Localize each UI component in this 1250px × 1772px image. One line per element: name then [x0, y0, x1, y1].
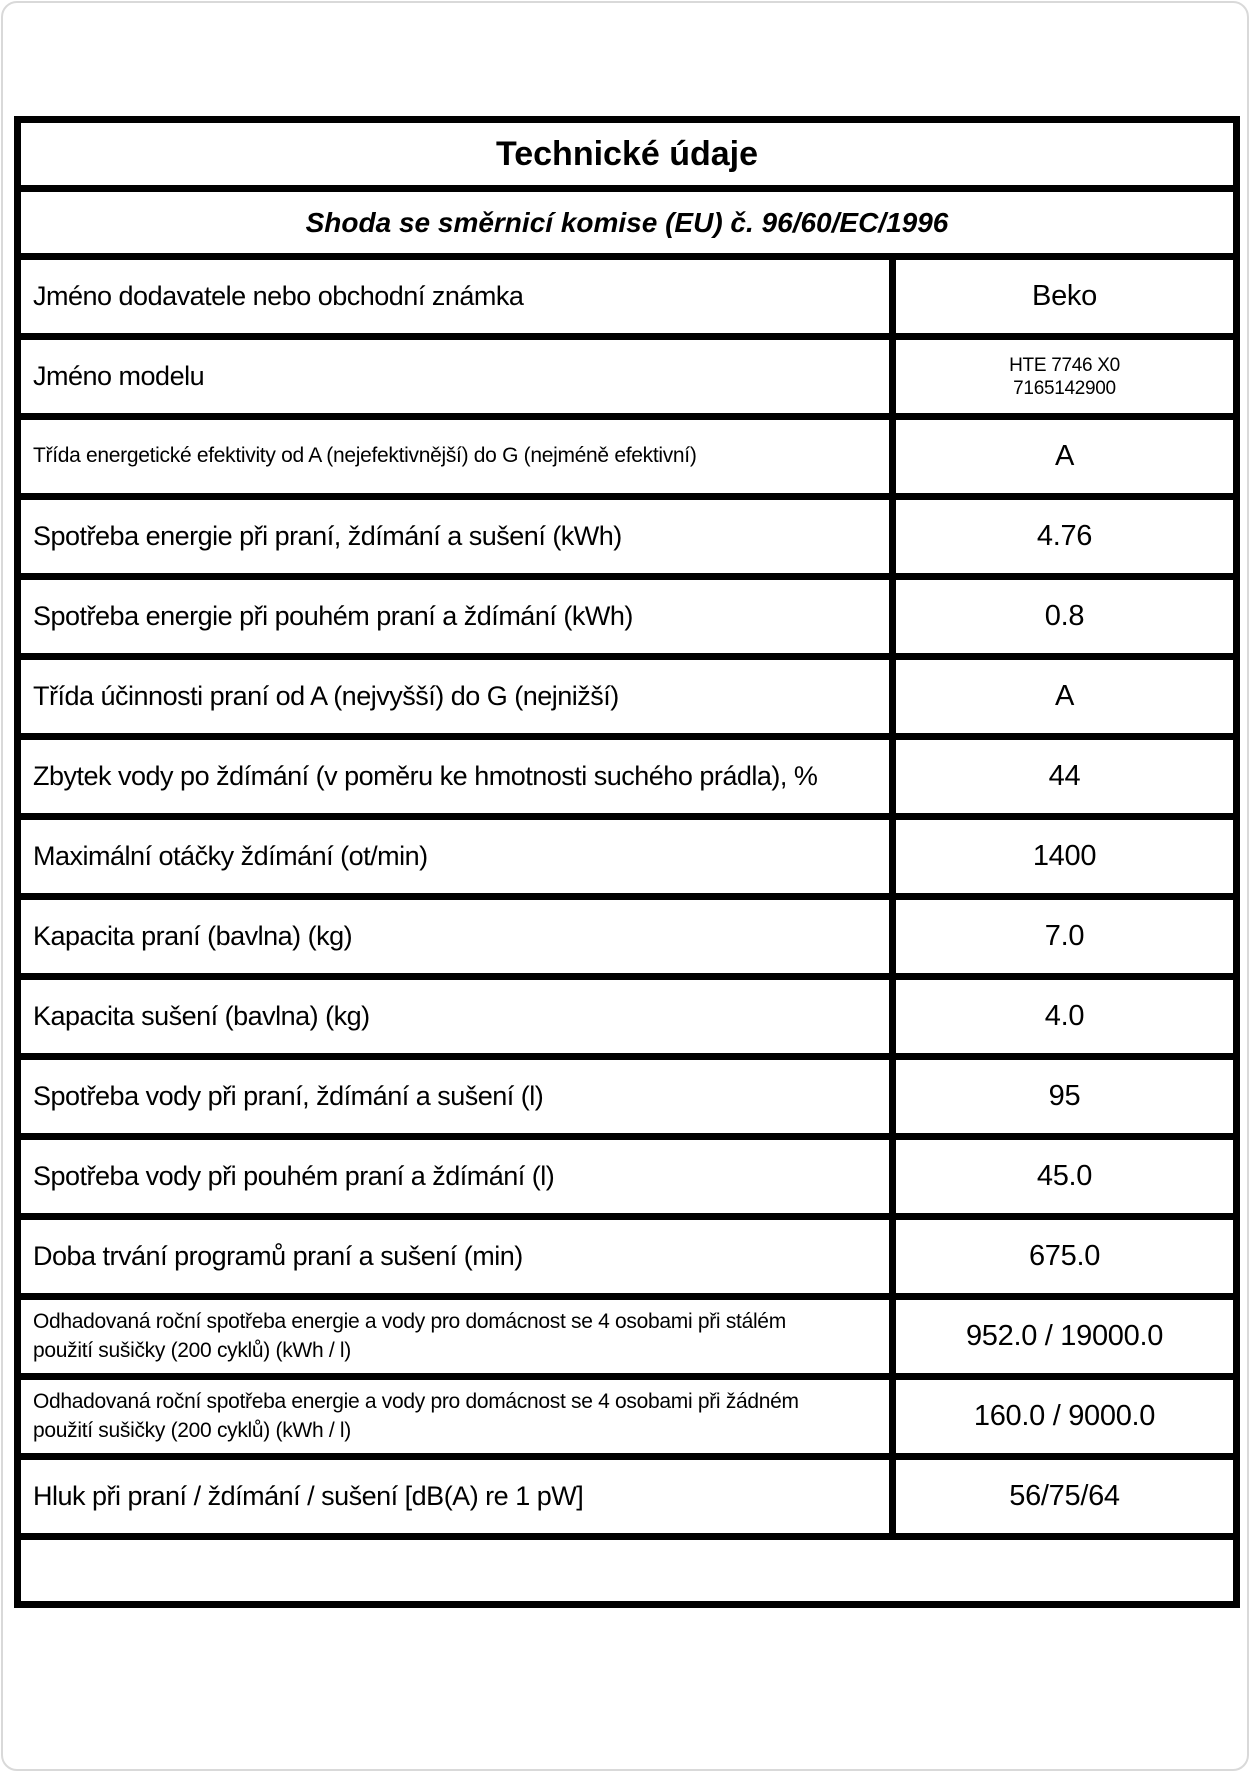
row-value: A — [1054, 440, 1075, 472]
row-label: Spotřeba vody při pouhém praní a ždímání (l) — [21, 1140, 896, 1213]
row-value: 95 — [1048, 1080, 1081, 1112]
technical-data-table — [14, 116, 1240, 1608]
row-label: Jméno modelu — [21, 340, 896, 413]
row-label: Spotřeba energie při pouhém praní a ždímání (kWh) — [21, 580, 896, 653]
row-label: Odhadovaná roční spotřeba energie a vody pro domácnost se 4 osobami při žádném použití sušičky (200 cyklů) (kWh / l) — [21, 1380, 896, 1453]
table-row-water-wash-spin-dry — [21, 1053, 1233, 1133]
row-label: Spotřeba energie při praní, ždímání a sušení (kWh) — [21, 500, 896, 573]
document-page — [1, 1, 1249, 1771]
table-row-program-duration — [21, 1213, 1233, 1293]
table-row-noise — [21, 1453, 1233, 1533]
row-label: Kapacita sušení (bavlna) (kg) — [21, 980, 896, 1053]
row-value: 160.0 / 9000.0 — [973, 1400, 1156, 1432]
row-value: 952.0 / 19000.0 — [965, 1320, 1164, 1352]
table-row-supplier — [21, 253, 1233, 333]
table-row-dry-capacity — [21, 973, 1233, 1053]
table-row-empty — [21, 1533, 1233, 1601]
row-value: A — [1054, 680, 1075, 712]
row-value: 4.76 — [1036, 520, 1093, 552]
page-title: Technické údaje — [495, 134, 759, 173]
row-label: Třída účinnosti praní od A (nejvyšší) do G (nejnižší) — [21, 660, 896, 733]
directive-subtitle: Shoda se směrnicí komise (EU) č. 96/60/EC/1996 — [305, 206, 949, 238]
table-row-annual-consumption-full-dryer — [21, 1293, 1233, 1373]
table-row-wash-capacity — [21, 893, 1233, 973]
table-row-residual-water — [21, 733, 1233, 813]
row-value: 7.0 — [1044, 920, 1085, 952]
row-value: 56/75/64 — [1009, 1480, 1120, 1512]
table-row-annual-consumption-no-dryer — [21, 1373, 1233, 1453]
empty-cell — [21, 1540, 1233, 1601]
row-value: 0.8 — [1044, 600, 1085, 632]
table-row-spin-speed — [21, 813, 1233, 893]
model-number: 7165142900 — [1013, 377, 1116, 399]
table-title-row — [21, 123, 1233, 185]
row-value: 44 — [1048, 760, 1081, 792]
table-row-water-wash-spin — [21, 1133, 1233, 1213]
row-value — [896, 340, 1233, 413]
table-subtitle-row — [21, 185, 1233, 253]
row-label: Jméno dodavatele nebo obchodní známka — [21, 260, 896, 333]
row-label: Odhadovaná roční spotřeba energie a vody pro domácnost se 4 osobami při stálém použití sušičky (200 cyklů) (kWh / l) — [21, 1300, 896, 1373]
row-value: 45.0 — [1036, 1160, 1093, 1192]
row-value: 1400 — [1032, 840, 1097, 872]
table-row-model — [21, 333, 1233, 413]
model-name: HTE 7746 X0 — [1009, 354, 1120, 376]
table-row-energy-wash-spin-dry — [21, 493, 1233, 573]
row-label: Doba trvání programů praní a sušení (min) — [21, 1220, 896, 1293]
table-row-wash-class — [21, 653, 1233, 733]
row-label: Maximální otáčky ždímání (ot/min) — [21, 820, 896, 893]
row-value: 4.0 — [1044, 1000, 1085, 1032]
row-label: Hluk při praní / ždímání / sušení [dB(A) re 1 pW] — [21, 1460, 896, 1533]
row-value: 675.0 — [1028, 1240, 1101, 1272]
row-label: Třída energetické efektivity od A (nejefektivnější) do G (nejméně efektivní) — [21, 420, 896, 493]
row-label: Spotřeba vody při praní, ždímání a sušení (l) — [21, 1060, 896, 1133]
row-value: Beko — [1032, 280, 1097, 312]
table-row-energy-wash-spin — [21, 573, 1233, 653]
row-label: Kapacita praní (bavlna) (kg) — [21, 900, 896, 973]
table-row-energy-class — [21, 413, 1233, 493]
row-label: Zbytek vody po ždímání (v poměru ke hmotnosti suchého prádla), % — [21, 740, 896, 813]
